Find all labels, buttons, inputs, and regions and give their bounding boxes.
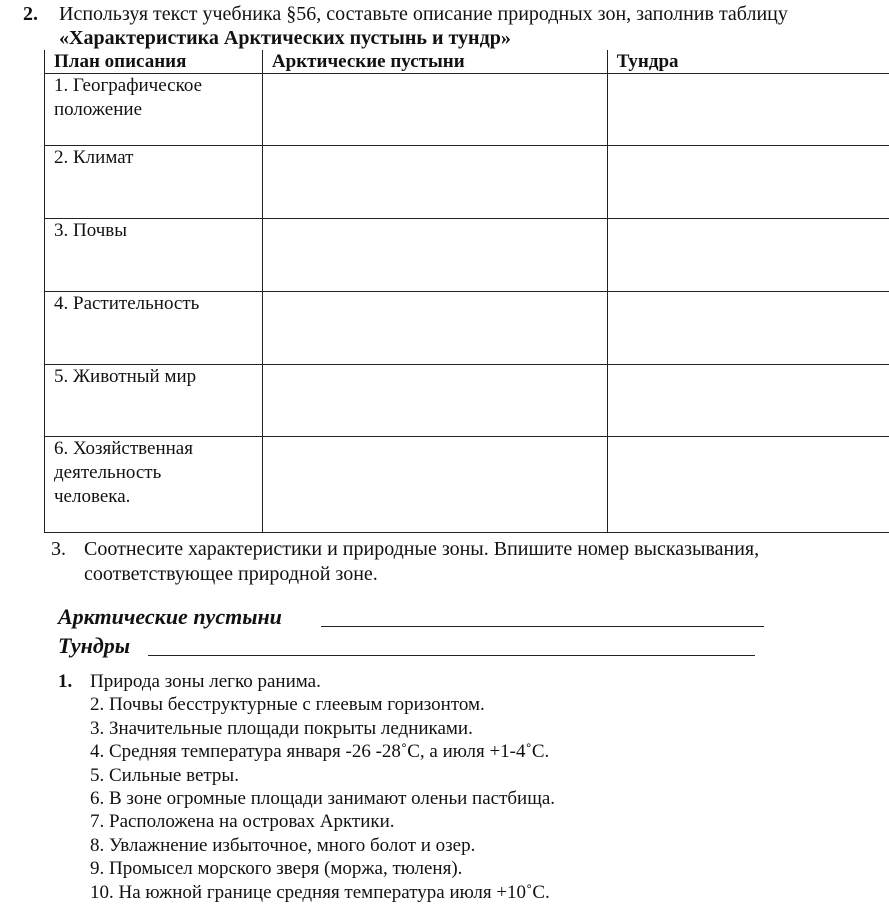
table-row	[45, 74, 889, 146]
row-label-fauna	[45, 365, 263, 437]
task-3-line-1: Соотнесите характеристики и природные зоны. Впишите номер высказывания,	[84, 538, 760, 560]
list-item: 5. Сильные ветры.	[90, 764, 239, 786]
header-arctic-deserts: Арктические пустыни	[262, 50, 607, 74]
row-label-climate	[45, 146, 263, 219]
header-tundra: Тундра	[607, 50, 889, 74]
table-header-row	[45, 50, 889, 74]
answer-line-arctic[interactable]	[321, 626, 764, 627]
row-label-line: деятельность	[54, 462, 162, 483]
row-label-geography	[45, 74, 263, 146]
cell-tundra-soils[interactable]	[607, 219, 889, 292]
row-label-economy	[45, 437, 263, 533]
cell-tundra-vegetation[interactable]	[607, 292, 889, 365]
table-row	[45, 437, 889, 533]
row-label-line: человека.	[54, 486, 131, 507]
task-2-number: 2.	[23, 3, 38, 25]
list-item: 10. На южной границе средняя температура июля +10˚С.	[90, 881, 550, 903]
description-table	[44, 50, 889, 533]
table-row	[45, 219, 889, 292]
table-row	[45, 365, 889, 437]
table-title: «Характеристика Арктических пустынь и тундр»	[59, 27, 511, 49]
row-label-line: 3. Почвы	[54, 220, 128, 241]
row-label-soils	[45, 219, 263, 292]
cell-arctic-climate[interactable]	[262, 146, 607, 219]
cell-arctic-soils[interactable]	[262, 219, 607, 292]
row-label-line: 6. Хозяйственная	[54, 438, 193, 459]
cell-tundra-climate[interactable]	[607, 146, 889, 219]
list-item: 7. Расположена на островах Арктики.	[90, 811, 395, 833]
zone-arctic-deserts-label: Арктические пустыни	[58, 604, 282, 629]
row-label-line: 4. Растительность	[54, 293, 200, 314]
task-2-text: Используя текст учебника §56, составьте описание природных зон, заполнив таблицу	[59, 3, 788, 25]
cell-tundra-fauna[interactable]	[607, 365, 889, 437]
list-item: 2. Почвы бесструктурные с глеевым горизонтом.	[90, 694, 485, 716]
cell-arctic-geography[interactable]	[262, 74, 607, 146]
list-item: 6. В зоне огромные площади занимают оленьи пастбища.	[90, 788, 556, 810]
list-item: 3. Значительные площади покрыты ледниками.	[90, 717, 473, 739]
zone-tundra-label: Тундры	[58, 633, 131, 658]
statement-1-number: 1.	[58, 671, 73, 692]
row-label-line: 1. Географическое	[54, 75, 203, 96]
cell-arctic-fauna[interactable]	[262, 365, 607, 437]
cell-tundra-economy[interactable]	[607, 437, 889, 533]
statements-list	[90, 693, 555, 904]
cell-arctic-vegetation[interactable]	[262, 292, 607, 365]
task-3-number: 3.	[51, 538, 66, 560]
row-label-line: положение	[54, 99, 143, 120]
row-label-vegetation	[45, 292, 263, 365]
statement-1-text: Природа зоны легко ранима.	[90, 671, 321, 692]
list-item: 8. Увлажнение избыточное, много болот и озер.	[90, 834, 476, 856]
cell-tundra-geography[interactable]	[607, 74, 889, 146]
header-plan: План описания	[45, 50, 263, 74]
answer-line-tundra[interactable]	[148, 655, 755, 656]
list-item: 4. Средняя температура января -26 -28˚С, а июля +1-4˚С.	[90, 741, 550, 763]
row-label-line: 5. Животный мир	[54, 366, 197, 387]
cell-arctic-economy[interactable]	[262, 437, 607, 533]
list-item: 9. Промысел морского зверя (моржа, тюленя).	[90, 858, 463, 880]
task-3-line-2: соответствующее природной зоне.	[84, 563, 378, 585]
table-row	[45, 146, 889, 219]
row-label-line: 2. Климат	[54, 147, 134, 168]
table-row	[45, 292, 889, 365]
